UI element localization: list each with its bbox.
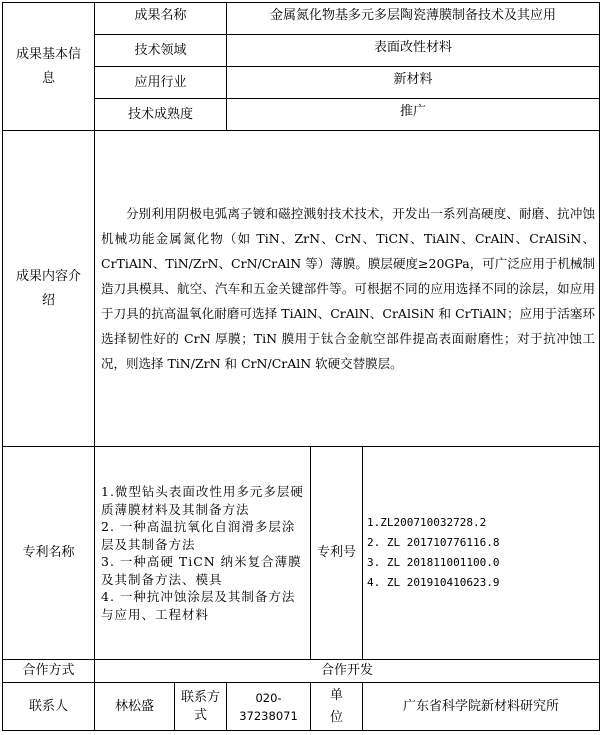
section-basic-info-label: 成果基本信息 <box>3 3 95 131</box>
patent-name-item: 4. 一种抗冲蚀涂层及其制备方法与应用、工程材料 <box>101 589 296 622</box>
patent-number-list <box>363 447 600 660</box>
label-contact-person: 联系人 <box>3 683 95 731</box>
content-intro-paragraph: 分别利用阴极电弧离子镀和磁控溅射技术技术，开发出一系列高硬度、耐磨、抗冲蚀机械功能金属氮化物（如 TiN、ZrN、CrN、TiCN、TiAlN、CrAlN、CrAlSiN、CrTiAlN、TiN/ZrN、CrN/CrAlN 等）薄膜。膜层硬度≥20GPa，可广泛应用于机械制造刀具模具、航空、汽车和五金关键部件等。可根据不同的应用选择不同的涂层，如应用于刀具的抗高温氧化耐磨可选择 TiAlN、CrAlN、CrAlSiN 和 CrTiAlN；应用于活塞环选择韧性好的 CrN 厚膜；TiN 膜用于钛合金航空部件提高表面耐磨性；对于抗冲蚀工况，则选择 TiN/ZrN 和 CrN/CrAlN 软硬交替膜层。 <box>101 206 596 371</box>
patent-number-item: 2. ZL 201710776116.8 <box>367 536 500 549</box>
label-unit: 单位 <box>311 683 363 731</box>
label-content-intro: 成果内容介绍 <box>3 131 95 447</box>
label-patent-name: 专利名称 <box>3 447 95 660</box>
value-contact-person: 林松盛 <box>95 683 175 731</box>
content-intro-text <box>95 131 600 447</box>
patent-name-list <box>95 447 311 660</box>
value-tech-field: 表面改性材料 <box>227 35 600 67</box>
label-contact-phone: 联系方式 <box>175 683 227 731</box>
value-achievement-name: 金属氮化物基多元多层陶瓷薄膜制备技术及其应用 <box>227 3 600 35</box>
patent-name-item: 2. 一种高温抗氧化自润滑多层涂层及其制备方法 <box>101 519 296 552</box>
value-unit: 广东省科学院新材料研究所 <box>363 683 600 731</box>
value-maturity: 推广 <box>227 99 600 131</box>
label-tech-field: 技术领域 <box>95 35 227 67</box>
value-cooperation: 合作开发 <box>95 660 600 683</box>
label-industry: 应用行业 <box>95 67 227 99</box>
patent-number-item: 1.ZL200710032728.2 <box>367 516 487 529</box>
patent-number-item: 4. ZL 201910410623.9 <box>367 576 500 589</box>
label-maturity: 技术成熟度 <box>95 99 227 131</box>
patent-name-item: 1.微型钻头表面改性用多元多层硬质薄膜材料及其制备方法 <box>101 484 304 517</box>
label-patent-number: 专利号 <box>311 447 363 660</box>
row-cooperation <box>3 660 600 683</box>
patent-number-item: 3. ZL 201811001100.0 <box>367 556 500 569</box>
row-patents <box>3 447 600 660</box>
row-contact <box>3 683 600 731</box>
value-industry: 新材料 <box>227 67 600 99</box>
label-cooperation: 合作方式 <box>3 660 95 683</box>
label-achievement-name: 成果名称 <box>95 3 227 35</box>
row-achievement-name <box>3 3 600 35</box>
value-contact-phone: 020-37238071 <box>227 683 311 731</box>
row-content-intro <box>3 131 600 447</box>
achievement-table <box>2 2 600 731</box>
patent-name-item: 3. 一种高硬 TiCN 纳米复合薄膜及其制备方法、模具 <box>101 554 302 587</box>
